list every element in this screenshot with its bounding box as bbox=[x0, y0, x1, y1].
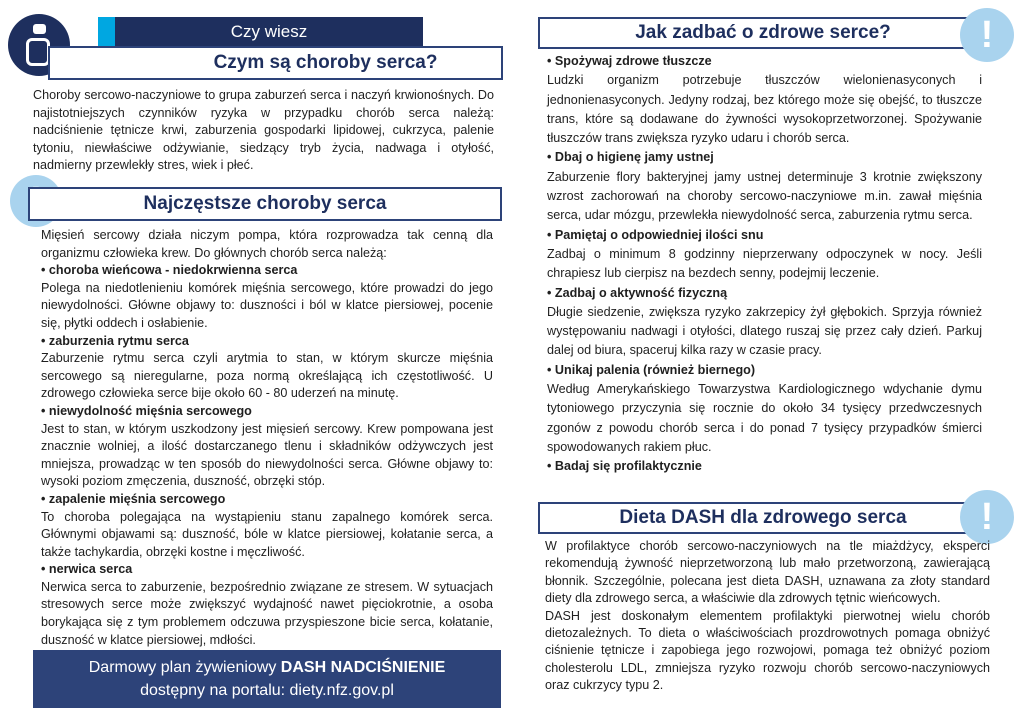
tip-text: Ludzki organizm potrzebuje tłuszczów wielonienasyconych i jednonienasyconych. Jedyny rodzaj, bez którego może się obejść, to tłuszcze trans, które są dodawane do żywności wysokoprzetworzonej. Spożywanie tłuszczów trans zwiększa ryzyko udaru i chorób serca. bbox=[547, 73, 982, 146]
tip-name: • Spożywaj zdrowe tłuszcze bbox=[547, 54, 712, 68]
tip-name: • Badaj się profilaktycznie bbox=[547, 459, 702, 474]
section-title-what-are-heart-diseases bbox=[48, 46, 503, 80]
tip-text: Długie siedzenie, zwiększa ryzyko zakrzepicy żył głębokich. Sprzyja również występowaniu nadwagi i otyłości, dlatego ruszaj się przez cały dzień. Parkuj dalej od biura, spaceruj kilka razy w czasie pracy. bbox=[547, 304, 982, 358]
disease-name: • zapalenie mięśnia sercowego bbox=[41, 491, 226, 506]
section-title-common-heart-diseases bbox=[28, 187, 502, 221]
tips-section bbox=[547, 52, 982, 477]
dash-section bbox=[545, 538, 990, 695]
tip-text: Zaburzenie flory bakteryjnej jamy ustnej determinuje 3 krotnie zwiększony wzrost zachorowań na choroby sercowo-naczyniowe m.in. zawał mięśnia serca, udar mózgu, przewlekła niewydolność serca, zaburzenia rytmu serca. bbox=[547, 169, 982, 223]
disease-text: To choroba polegająca na wystąpieniu stanu zapalnego komórek serca. Głównymi objawami są: duszność, bóle w klatce piersiowej, kołatanie serca, a także tachykardia, obrzęki kostne i męczliwość. bbox=[41, 509, 493, 559]
disease-name: • choroba wieńcowa - niedokrwienna serca bbox=[41, 263, 298, 278]
tip-name: • Pamiętaj o odpowiedniej ilości snu bbox=[547, 227, 764, 242]
disease-text: Nerwica serca to zaburzenie, bezpośrednio związane ze stresem. W sytuacjach stresowych serce może zwiększyć wydajność nawet pięciokrotnie, a osoba borykająca się z tym problemem odczuwa przyspieszone bicie serca, kołatanie, duszność w klatce piersiowej, mdłości. bbox=[41, 579, 493, 647]
diet-plan-banner bbox=[33, 650, 501, 708]
dash-paragraph-2: DASH jest doskonałym elementem profilaktyki pierwotnej wielu chorób dietozależnych. To dieta o właściwościach prozdrowotnych pomaga obniżyć ciśnienie tętnicze i zapobiega jego rozwojowi, pomaga też obniżyć poziom cholesterolu LDL, zmniejsza ryzyko rozwoju chorób sercowo-naczyniowych oraz cukrzycy typu 2. bbox=[545, 608, 990, 693]
section-title-text: Najczęstsze choroby serca bbox=[143, 193, 387, 214]
disease-name: • zaburzenia rytmu serca bbox=[41, 333, 189, 348]
banner-line-1-prefix: Darmowy plan żywieniowy bbox=[88, 659, 281, 676]
tip-name: • Zadbaj o aktywność fizyczną bbox=[547, 285, 728, 300]
tip-name: • Dbaj o higienę jamy ustnej bbox=[547, 150, 714, 165]
tip-text: Według Amerykańskiego Towarzystwa Kardiologicznego wdychanie dymu tytoniowego przyczynia się rocznie do około 34 tysięcy przedwczesnych zgonów z powodu chorób serca i do ponad 7 tysięcy przypadków śmierci spowodowanych rakiem płuc. bbox=[547, 382, 982, 454]
section-title-healthy-heart-tips bbox=[538, 17, 988, 49]
tip-name: • Unikaj palenia (również biernego) bbox=[547, 362, 756, 377]
banner-line-1 bbox=[33, 656, 501, 679]
disease-name: • niewydolność mięśnia sercowego bbox=[41, 403, 252, 418]
dash-paragraph-1: W profilaktyce chorób sercowo-naczyniowych na tle miażdżycy, eksperci rekomendują żywność nieprzetworzoną lub mało przetworzoną, zawierającą błonnik. Szczególnie, polecana jest dieta DASH, uznawana za złoty standard diety dla zdrowego serca, a właściwie dla zdrowych tętnic wieńcowych. bbox=[545, 539, 990, 606]
section-title-dash-diet bbox=[538, 502, 988, 534]
intro-text: Choroby sercowo-naczyniowe to grupa zaburzeń serca i naczyń krwionośnych. Do najistotniejszych czynników ryzyka w przypadku chorób serca należą: nadciśnienie tętnicze krwi, zaburzenia gospodarki lipidowej, cukrzyca, palenie tytoniu, niewłaściwe odżywianie, siedzący tryb życia, nadwaga i otyłość, nadmierny przewlekły stres, wiek i płeć. bbox=[33, 88, 494, 173]
banner-line-2: dostępny na portalu: diety.nfz.gov.pl bbox=[140, 682, 394, 699]
disease-name: • nerwica serca bbox=[41, 562, 133, 577]
diseases-section bbox=[41, 227, 493, 649]
tag-label: Czy wiesz bbox=[115, 17, 423, 47]
diseases-lead: Mięsień sercowy działa niczym pompa, która rozprowadza tak cenną dla organizmu człowieka krew. Do głównych chorób serca należą: bbox=[41, 228, 493, 260]
disease-text: Zaburzenie rytmu serca czyli arytmia to stan, w którym skurcze mięśnia sercowego są nieregularne, poza normą określającą ich częstotliwość. U zdrowego człowieka serce bije około 60 - 80 uderzeń na minutę. bbox=[41, 351, 493, 401]
section-title-text: Jak zadbać o zdrowe serce? bbox=[635, 22, 891, 43]
banner-line-1-bold: DASH NADCIŚNIENIE bbox=[280, 659, 446, 676]
tip-text: Zadbaj o minimum 8 godzinny nieprzerwany odpoczynek w nocy. Jeśli chrapiesz lub cierpisz na bezdech senny, podejmij leczenie. bbox=[547, 246, 982, 281]
exclamation-glyph: ! bbox=[980, 496, 994, 538]
disease-text: Polega na niedotlenieniu komórek mięśnia sercowego, które prowadzi do jego niewydolności. Główne objawy to: duszności i ból w klatce piersiowej, pocenie się, płytki oddech i osłabienie. bbox=[41, 280, 493, 330]
exclamation-icon bbox=[960, 490, 1014, 544]
intro-paragraph bbox=[33, 87, 494, 175]
exclamation-glyph: ! bbox=[980, 14, 994, 56]
section-title-text: Dieta DASH dla zdrowego serca bbox=[619, 507, 907, 528]
section-title-text: Czym są choroby serca? bbox=[213, 52, 438, 73]
disease-text: Jest to stan, w którym uszkodzony jest mięsień sercowy. Krew pompowana jest znacznie wolniej, a ilość dostarczanego tlenu i składników odżywczych jest mniejsza, prowadząc w ten sposób do niewydolności serca. Główne objawy to: wysoki poziom zmęczenia, duszność, obrzęki stóp. bbox=[41, 421, 493, 489]
